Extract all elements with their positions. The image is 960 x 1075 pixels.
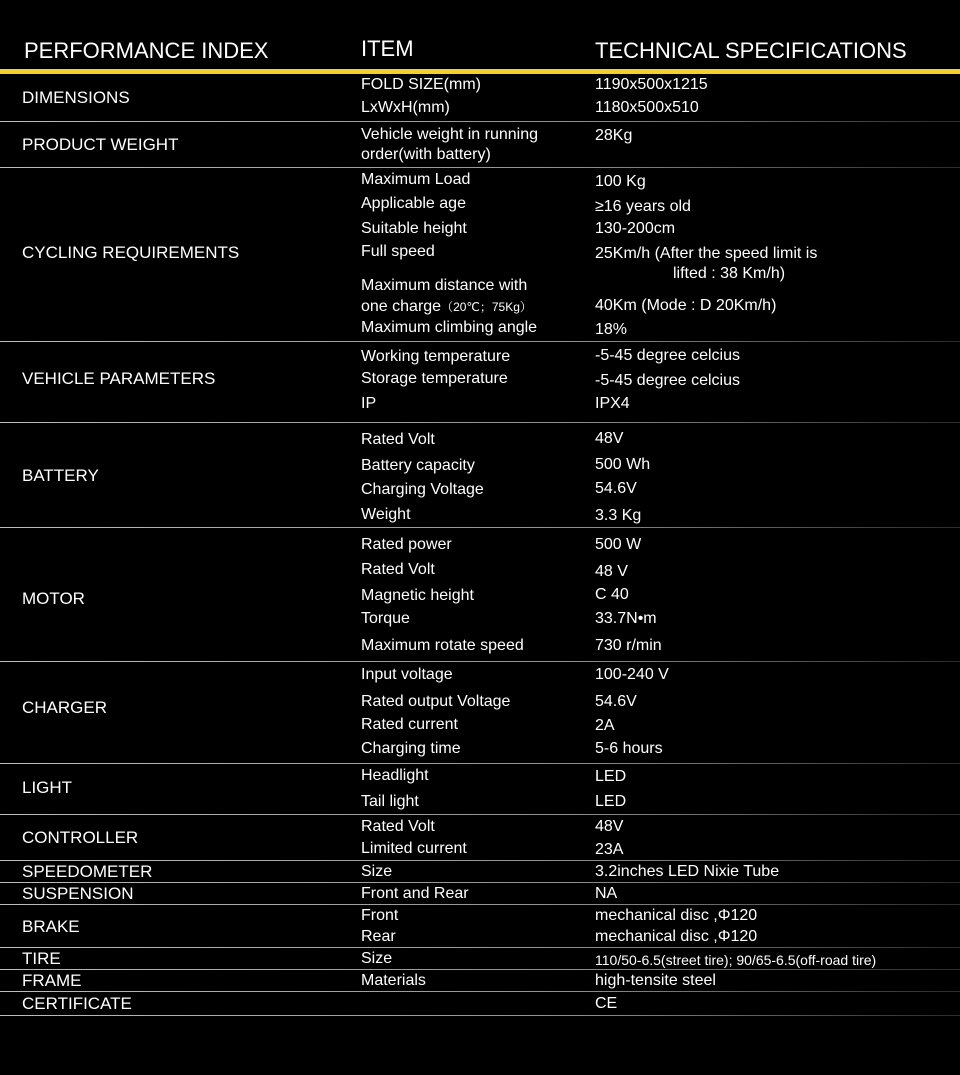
item-label: Tail light	[361, 793, 419, 810]
spec-value: 5-6 hours	[595, 740, 663, 757]
item-label: Limited current	[361, 840, 467, 857]
spec-value: 1180x500x510	[595, 99, 699, 116]
item-label: Rated current	[361, 716, 458, 733]
spec-value: 100-240 V	[595, 666, 669, 683]
spec-value: 500 W	[595, 536, 642, 553]
spec-value: 48V	[595, 818, 624, 835]
spec-value: 40Km (Mode : D 20Km/h)	[595, 297, 777, 314]
category-tire: TIRE	[22, 949, 61, 968]
category-dimensions: DIMENSIONS	[22, 88, 130, 107]
spec-value: mechanical disc ,Φ120	[595, 928, 758, 945]
item-label: Size	[361, 950, 393, 967]
spec-value: 110/50-6.5(street tire); 90/65-6.5(off-road tire)	[595, 952, 877, 968]
item-label: Battery capacity	[361, 457, 475, 474]
item-label: Magnetic height	[361, 587, 474, 604]
item-label: Rated output Voltage	[361, 693, 511, 710]
category-light: LIGHT	[22, 778, 73, 797]
spec-value: 3.2inches LED Nixie Tube	[595, 863, 780, 880]
header-performance-index: PERFORMANCE INDEX	[24, 38, 269, 63]
row-divider	[0, 947, 960, 948]
item-label: Charging time	[361, 740, 461, 757]
row-divider	[0, 882, 960, 883]
item-label: Input voltage	[361, 666, 453, 683]
item-label: FOLD SIZE(mm)	[361, 76, 481, 93]
spec-value: 3.3 Kg	[595, 507, 642, 524]
item-label: Front and Rear	[361, 885, 469, 902]
item-label: Rated Volt	[361, 818, 435, 835]
spec-value: 28Kg	[595, 127, 633, 144]
row-divider	[0, 904, 960, 905]
item-label: Rear	[361, 928, 396, 945]
row-divider	[0, 991, 960, 992]
item-label: Applicable age	[361, 195, 466, 212]
row-divider	[0, 1015, 960, 1016]
item-label: Rated Volt	[361, 431, 435, 448]
spec-value: C 40	[595, 586, 629, 603]
item-label: Rated power	[361, 536, 452, 553]
row-divider	[0, 341, 960, 342]
row-divider	[0, 527, 960, 528]
category-battery: BATTERY	[22, 466, 99, 485]
row-divider	[0, 814, 960, 815]
item-label-conditions: （20℃；75Kg）	[441, 300, 532, 314]
item-label: Size	[361, 863, 393, 880]
row-divider	[0, 763, 960, 764]
item-label: Front	[361, 907, 399, 924]
spec-value-line2: lifted : 38 Km/h)	[673, 265, 786, 282]
item-label: Working temperature	[361, 348, 511, 365]
item-label: IP	[361, 395, 377, 412]
item-label: Storage temperature	[361, 370, 508, 387]
category-certificate: CERTIFICATE	[22, 994, 132, 1013]
spec-value: 2A	[595, 717, 615, 734]
spec-value: mechanical disc ,Φ120	[595, 907, 758, 924]
item-label: Full speed	[361, 243, 435, 260]
spec-value: 730 r/min	[595, 637, 662, 654]
spec-value: 54.6V	[595, 480, 637, 497]
item-label: Maximum distance with	[361, 277, 528, 294]
spec-value: 130-200cm	[595, 220, 676, 237]
category-product-weight: PRODUCT WEIGHT	[22, 135, 179, 154]
spec-value: high-tensite steel	[595, 972, 716, 989]
row-divider	[0, 121, 960, 122]
spec-value: 23A	[595, 841, 624, 858]
item-label: Rated Volt	[361, 561, 435, 578]
spec-value: 48V	[595, 430, 624, 447]
spec-value: 25Km/h (After the speed limit is	[595, 245, 818, 262]
row-divider	[0, 860, 960, 861]
item-label: Maximum climbing angle	[361, 319, 538, 336]
category-suspension: SUSPENSION	[22, 884, 134, 903]
spec-value: CE	[595, 995, 618, 1012]
row-divider	[0, 661, 960, 662]
row-divider	[0, 422, 960, 423]
category-charger: CHARGER	[22, 698, 108, 717]
category-brake: BRAKE	[22, 917, 80, 936]
row-divider	[0, 167, 960, 168]
category-cycling-requirements: CYCLING REQUIREMENTS	[22, 243, 240, 262]
item-label: LxWxH(mm)	[361, 99, 450, 116]
spec-value: 18%	[595, 321, 628, 338]
item-label: Vehicle weight in running	[361, 126, 539, 143]
item-label: Headlight	[361, 767, 429, 784]
spec-value: 54.6V	[595, 693, 637, 710]
spec-value: 500 Wh	[595, 456, 651, 473]
item-label: Maximum Load	[361, 171, 471, 188]
item-label: Torque	[361, 610, 410, 627]
spec-value: NA	[595, 885, 618, 902]
category-controller: CONTROLLER	[22, 828, 139, 847]
spec-value: 100 Kg	[595, 173, 646, 190]
item-label: Weight	[361, 506, 411, 523]
table-header	[0, 38, 960, 68]
header-accent-line	[0, 69, 960, 74]
row-divider	[0, 969, 960, 970]
item-label: Maximum rotate speed	[361, 637, 524, 654]
header-technical-specifications: TECHNICAL SPECIFICATIONS	[595, 38, 907, 63]
item-label-line2	[361, 298, 532, 316]
spec-value: 33.7N•m	[595, 610, 657, 627]
item-label: Materials	[361, 972, 426, 989]
spec-value: -5-45 degree celcius	[595, 372, 740, 389]
spec-value: 1190x500x1215	[595, 76, 708, 93]
category-speedometer: SPEEDOMETER	[22, 862, 153, 881]
category-motor: MOTOR	[22, 589, 85, 608]
header-item: ITEM	[361, 36, 414, 61]
item-label: Suitable height	[361, 220, 467, 237]
category-frame: FRAME	[22, 971, 82, 990]
spec-value: LED	[595, 793, 627, 810]
item-label: Charging Voltage	[361, 481, 484, 498]
spec-value: -5-45 degree celcius	[595, 347, 740, 364]
spec-value: LED	[595, 768, 627, 785]
spec-value: 48 V	[595, 563, 628, 580]
spec-value: IPX4	[595, 395, 630, 412]
spec-value: ≥16 years old	[595, 198, 691, 215]
item-label-charge: one charge	[361, 298, 442, 315]
item-label-line2: order(with battery)	[361, 146, 491, 163]
category-vehicle-parameters: VEHICLE PARAMETERS	[22, 369, 216, 388]
